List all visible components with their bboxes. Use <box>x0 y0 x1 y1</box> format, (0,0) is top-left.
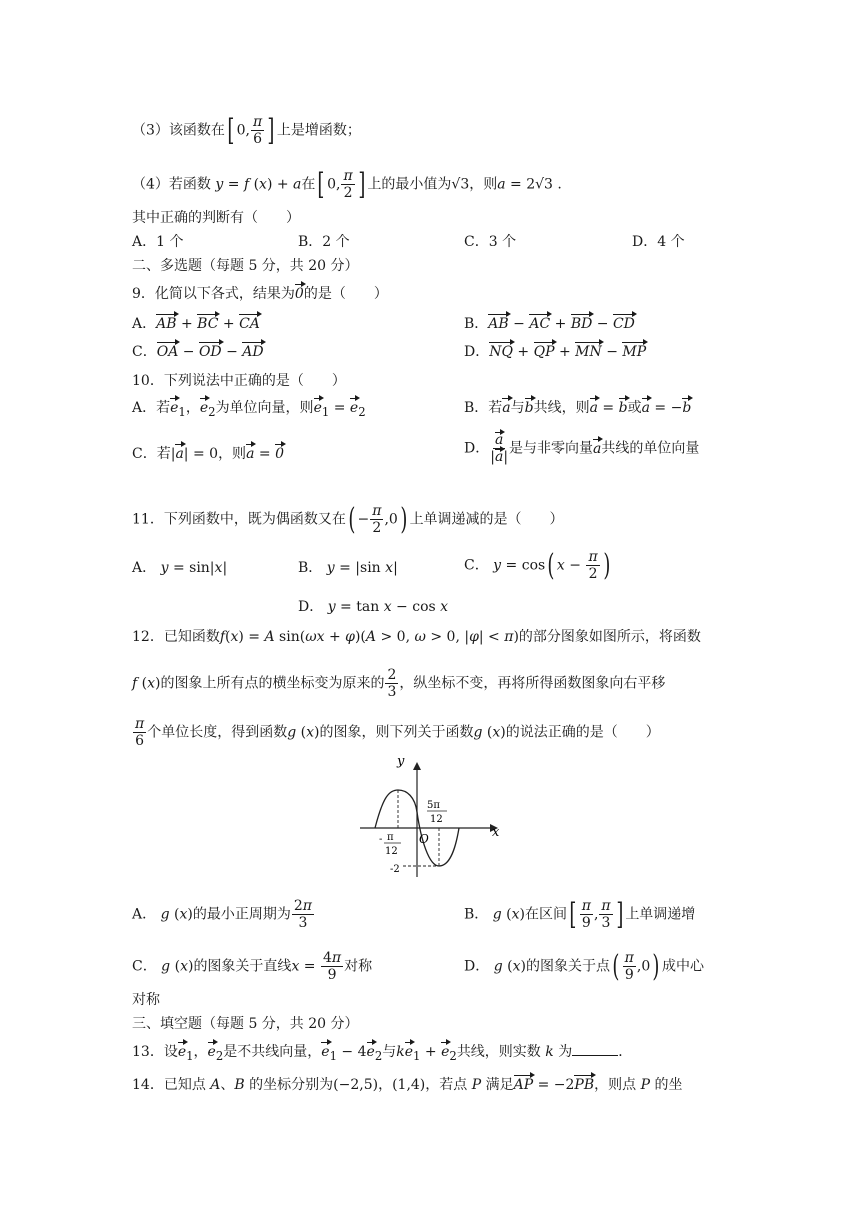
y-axis-label: y <box>397 754 405 769</box>
q10-b-4: 或 <box>627 400 642 416</box>
q10-c-1: C．若 <box>132 446 171 462</box>
q12-l3-b: 的图象，则下列关于函数 <box>319 724 474 741</box>
q10-stem: 10．下列说法中正确的是（ ） <box>132 373 346 389</box>
q9-option-c: C．OA − OD − AD <box>132 344 264 360</box>
q12-b-3: 上单调递增 <box>625 906 696 923</box>
q13-d: 与 <box>382 1044 397 1060</box>
q12-c-3: 对称 <box>344 958 373 975</box>
q14-g: ，则点 <box>594 1077 637 1093</box>
q8-s4-end: ，则 <box>469 176 498 193</box>
q10-b-3: 共线，则 <box>533 400 590 416</box>
q8-s3-text: （3）该函数在 <box>132 122 225 139</box>
q10-b-2: 与 <box>510 400 525 416</box>
q10-d-3: 共线的单位向量 <box>601 440 700 457</box>
q12-c-1: C． <box>132 958 157 975</box>
min-value-label: -2 <box>390 864 400 875</box>
q12-line-2: f (x)的图象上所有点的横坐标变为原来的 $\frac{2}{3}$ ，纵坐标不变，再将所得函数图象向右平移 <box>132 667 666 700</box>
q9-option-d: D．NQ + QP + MN − MP <box>464 344 647 360</box>
q13-b: ， <box>193 1044 208 1060</box>
q10-option-c: C．若|a| = 0，则a = 0 <box>132 446 284 462</box>
origin-label: O <box>419 832 429 846</box>
q8-statement-3: （3）该函数在[ 0, $\frac{\pi}{6}$ ] 上是增函数； <box>132 112 361 148</box>
q14-c: 的坐标分别为 <box>249 1077 334 1093</box>
x-axis-label: x <box>492 825 500 840</box>
q9-c-label: C． <box>132 344 157 360</box>
q10-a-1: A．若 <box>132 400 171 416</box>
q12-option-d-wrap: 对称 <box>132 992 160 1008</box>
sine-graph-figure <box>355 752 505 882</box>
q12-d-1: D． <box>464 958 490 975</box>
q9-b-label: B． <box>464 316 489 332</box>
q12-stem: 12．已知函数f(x) = A sin(ωx + φ)(A > 0, ω > 0, |φ| < π)的部分图象如图所示，将函数 <box>132 629 701 645</box>
q11-option-b: B． y = |sin x| <box>298 560 398 576</box>
q13-e: 共线，则实数 <box>456 1044 541 1060</box>
q10-d-1: D． <box>464 440 490 457</box>
q10-option-d: D． $\frac{a}{|a|}$ 是与非零向量a共线的单位向量 <box>464 432 700 465</box>
q10-a-3: 为单位向量，则 <box>215 400 314 416</box>
q9-a-label: A． <box>132 316 157 332</box>
q11-a-label: A． <box>132 560 157 576</box>
q13-answer-blank[interactable] <box>572 1055 618 1056</box>
q10-a-2: ， <box>185 400 200 416</box>
q12-stem-a: 12．已知函数 <box>132 629 220 645</box>
q9-stem-a: 9．化简以下各式，结果为 <box>132 286 295 302</box>
q9-option-a: A．AB + BC + CA <box>132 316 260 332</box>
q12-l3-a: 个单位长度，得到函数 <box>147 724 288 741</box>
q10-b-1: B．若 <box>464 400 503 416</box>
q8-s4-mid: 在 <box>301 176 316 193</box>
q12-a-2: 的最小正周期为 <box>192 906 291 923</box>
q12-b-2: 在区间 <box>525 906 568 923</box>
q13-g: ． <box>618 1044 633 1060</box>
tick-left-sign: - <box>379 834 383 845</box>
q11-c-label: C． <box>464 557 489 574</box>
q11-option-c: C． y = cos( x − $\frac{\pi}{2}$ ) <box>464 547 611 583</box>
q8-ask: 其中正确的判断有（ ） <box>132 210 300 226</box>
tick-left-denominator: 12 <box>385 846 398 857</box>
q13: 13．设$e_1$，$e_2$是不共线向量，$e_1 - 4e_2$与$ke_1 + e_2$共线，则实数 k 为 ． <box>132 1044 633 1063</box>
q8-option-c: C．3 个 <box>464 234 517 250</box>
q14-b: 、 <box>220 1077 235 1093</box>
q11-option-d: D． y = tan x − cos x <box>298 599 449 615</box>
q14-f: 满足 <box>485 1077 514 1093</box>
q8-s4-text: （4）若函数 <box>132 176 211 193</box>
q8-s4-tail: 上的最小值为 <box>367 176 452 193</box>
q10-c-2: ，则 <box>218 446 247 462</box>
q14-e: ，若点 <box>425 1077 468 1093</box>
q12-b-1: B． <box>464 906 489 923</box>
q12-a-1: A． <box>132 906 157 923</box>
q14: 14．已知点 A、B 的坐标分别为(−2,5)，(1,4)，若点 P 满足AP = −2PB，则点 P 的坐 <box>132 1077 683 1093</box>
q12-line-3: $\frac{\pi}{6}$ 个单位长度，得到函数g (x)的图象，则下列关于函数g (x)的说法正确的是（ ） <box>135 716 660 749</box>
q9-stem: 9．化简以下各式，结果为0的是（ ） <box>132 286 388 302</box>
section-3-heading: 三、填空题（每题 5 分，共 20 分） <box>132 1016 359 1032</box>
q10-option-a: A．若$e_1$，$e_2$为单位向量，则$e_1 = e_2$ <box>132 400 366 419</box>
q13-f: 为 <box>558 1044 573 1060</box>
q8-option-d: D．4 个 <box>632 234 685 250</box>
q8-option-b: B．2 个 <box>298 234 350 250</box>
q11-d-label: D． <box>298 599 324 615</box>
q11-stem: 11．下列函数中，既为偶函数又在( − $\frac{\pi}{2}$ ,0) 上单调递减的是（ ） <box>132 501 564 537</box>
q12-option-c: C． g (x)的图象关于直线x = $\frac{4\pi}{9}$ 对称 <box>132 950 373 983</box>
tick-right-denominator: 12 <box>430 814 443 825</box>
q14-h: 的坐 <box>654 1077 683 1093</box>
section-2-heading: 二、多选题（每题 5 分，共 20 分） <box>132 258 359 274</box>
q12-option-b: B． g (x)在区间[ $\frac{\pi}{9}$ , $\frac{\pi}{3}$ ] 上单调递增 <box>464 896 696 932</box>
q11-b-label: B． <box>298 560 323 576</box>
tick-right-numerator: 5π <box>427 800 440 811</box>
q12-c-2: 的图象关于直线 <box>193 958 292 975</box>
q12-d-2: 的图象关于点 <box>525 958 610 975</box>
q9-d-label: D． <box>464 344 490 360</box>
q9-option-b: B．AB − AC + BD − CD <box>464 316 635 332</box>
q8-statement-4: （4）若函数 y = f (x) + a在[ 0, $\frac{\pi}{2}$ ] 上的最小值为√3，则a = 2√3 . <box>132 166 562 202</box>
q12-option-a: A． g (x)的最小正周期为 $\frac{2\pi}{3}$ <box>132 898 312 931</box>
q10-option-b: B．若a与b共线，则a = b或a = −b <box>464 400 692 416</box>
q13-c: 是不共线向量， <box>223 1044 322 1060</box>
q12-l2-b: ，纵坐标不变，再将所得函数图象向右平移 <box>399 675 666 692</box>
q8-option-a: A．1 个 <box>132 234 184 250</box>
y-axis-arrow <box>413 762 421 770</box>
q12-option-d: D． g (x)的图象关于点( $\frac{\pi}{9}$ ,0) 成中心 <box>464 948 704 984</box>
q11-stem-a: 11．下列函数中，既为偶函数又在 <box>132 511 346 528</box>
q13-a: 13．设 <box>132 1044 178 1060</box>
q9-stem-b: 的是（ ） <box>303 286 388 302</box>
q14-d: ， <box>378 1077 393 1093</box>
q12-stem-b: 的部分图象如图所示，将函数 <box>518 629 701 645</box>
q10-d-2: 是与非零向量 <box>509 440 594 457</box>
q12-l3-c: 的说法正确的是（ ） <box>505 724 660 741</box>
q14-a: 14．已知点 <box>132 1077 206 1093</box>
q8-s3-tail: 上是增函数； <box>276 122 361 139</box>
q12-d-3: 成中心 <box>661 958 704 975</box>
q12-l2-a: 的图象上所有点的横坐标变为原来的 <box>160 675 385 692</box>
tick-left-numerator: π <box>387 832 394 843</box>
q11-stem-b: 上单调递减的是（ ） <box>409 511 564 528</box>
q11-option-a: A． y = sin|x| <box>132 560 228 576</box>
